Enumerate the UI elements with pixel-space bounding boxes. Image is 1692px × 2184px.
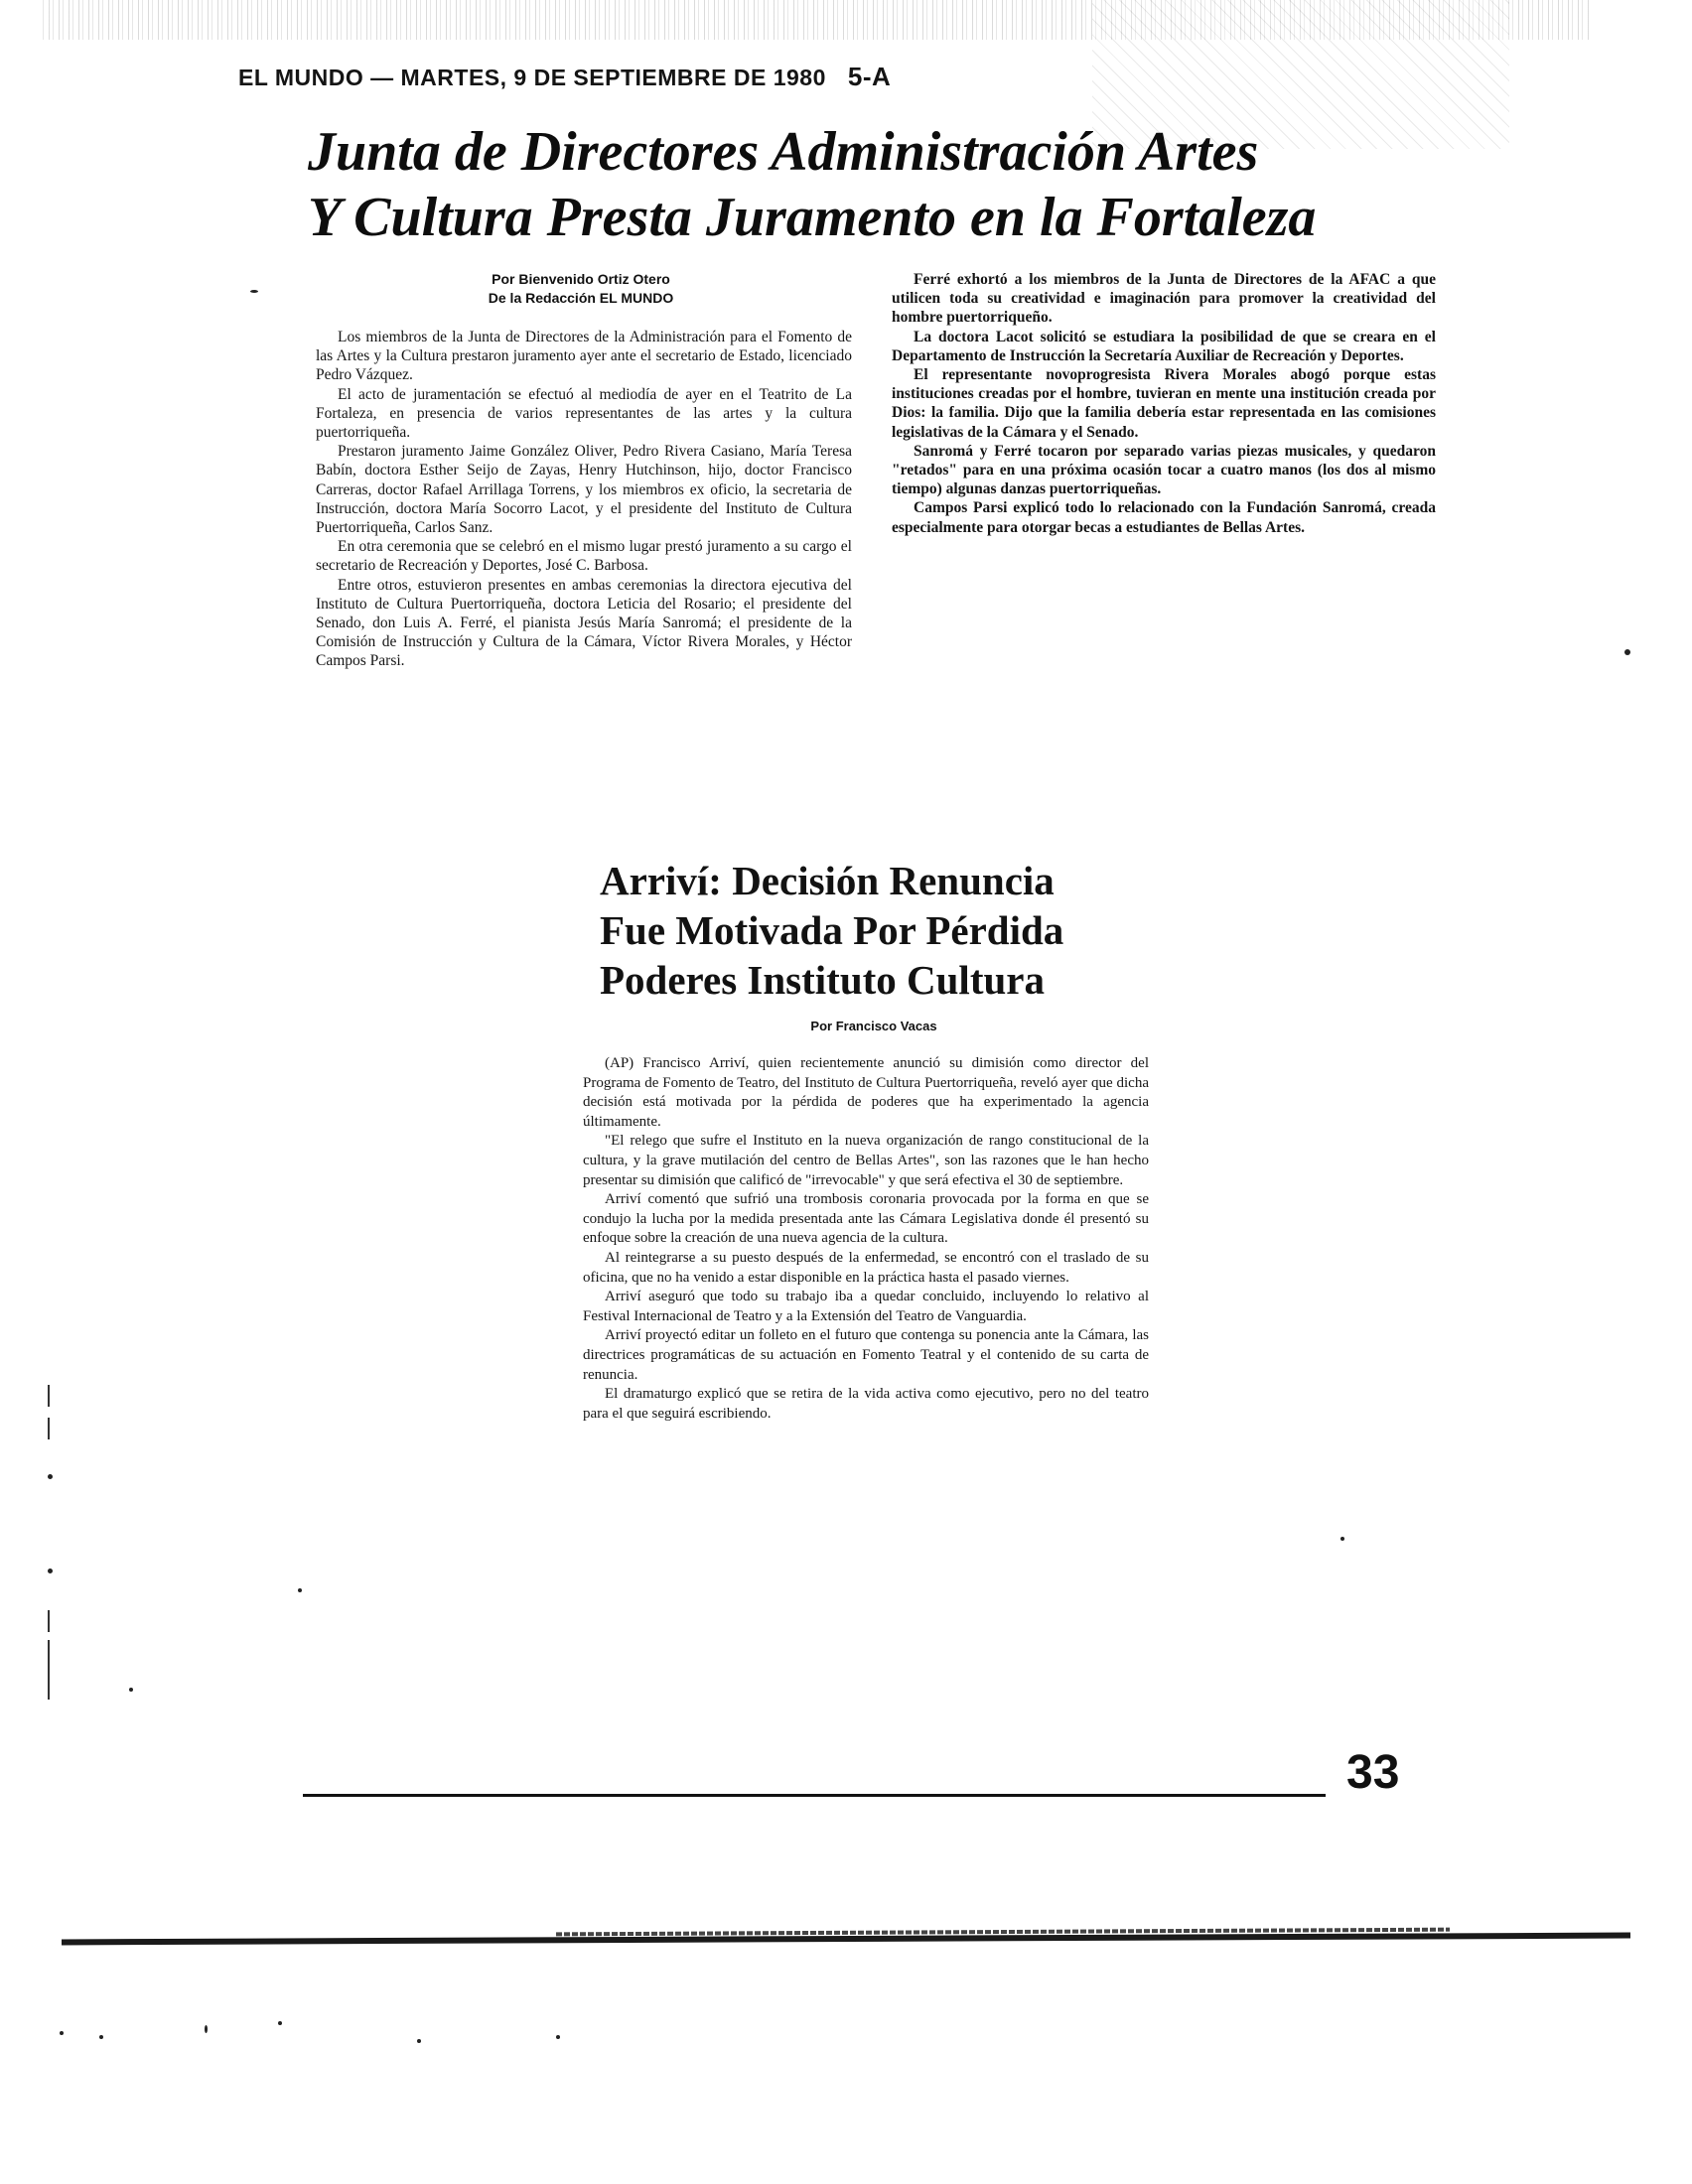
scan-speck: [48, 1474, 53, 1479]
article1-headline: [308, 119, 1420, 250]
article1-paragraph: Los miembros de la Junta de Directores de la Administración para el Fomento de las Artes y la Cultura prestaron juramento ayer ante el secretario de Estado, licenciado Pedro Vázquez.: [316, 329, 852, 384]
article2-paragraph: Arriví aseguró que todo su trabajo iba a quedar concluido, incluyendo lo relativo al Festival Internacional de Teatro y a la Extensión del Teatro de Vanguardia.: [583, 1289, 1149, 1324]
scan-margin-mark: [48, 1640, 50, 1700]
article2-body: [583, 1054, 1149, 1424]
article1-paragraph: Campos Parsi explicó todo lo relacionado con la Fundación Sanromá, creada especialmente para otorgar becas a estudiantes de Bellas Artes.: [892, 499, 1436, 536]
footer-rule: [303, 1794, 1326, 1797]
article2-paragraph: Al reintegrarse a su puesto después de la enfermedad, se encontró con el traslado de su oficina, que no ha venido a estar disponible en la práctica hasta el pasado viernes.: [583, 1249, 1149, 1286]
scan-speck: [60, 2031, 64, 2035]
scan-speck: [99, 2035, 103, 2039]
scan-margin-mark: [48, 1385, 50, 1407]
masthead: [238, 62, 891, 92]
article2-headline-line2: Fue Motivada Por Pérdida: [600, 907, 1064, 953]
page-number: 33: [1346, 1746, 1400, 1799]
scan-speck: [1624, 649, 1630, 655]
article1-headline-line1: Junta de Directores Administración Artes: [308, 121, 1259, 183]
masthead-page-label: 5-A: [847, 62, 892, 91]
scan-speck: [1340, 1537, 1344, 1541]
article1-paragraph: El representante novoprogresista Rivera Morales abogó porque estas instituciones creadas por el hombre, tuvieran en mente una institución creada por Dios: la familia. Dijo que la familia debería estar representada en las comisiones legislativas de la Cámara y el Senado.: [892, 366, 1436, 441]
article1-paragraph: La doctora Lacot solicitó se estudiara la posibilidad de que se creara en el Departamento de Instrucción la Secretaría Auxiliar de Recreación y Deportes.: [892, 328, 1436, 364]
scan-speck: [250, 290, 258, 293]
article1-column-left: [316, 328, 852, 671]
scan-speck: [48, 1569, 53, 1573]
article1-headline-line2: Y Cultura Presta Juramento en la Fortaleza: [308, 187, 1317, 248]
scan-speck: [278, 2021, 282, 2025]
article1-byline-desk: De la Redacción EL MUNDO: [488, 290, 674, 306]
article1-column-right: [892, 270, 1436, 537]
article2-paragraph: (AP) Francisco Arriví, quien recientemente anunció su dimisión como director del Programa de Fomento de Teatro, del Instituto de Cultura Puertorriqueña, reveló ayer que dicha decisión está motivada por la pérdida de poderes que ha experimentado la agencia últimamente.: [583, 1055, 1149, 1130]
article1-paragraph: Sanromá y Ferré tocaron por separado varias piezas musicales, y quedaron "retados" para en una próxima ocasión tocar a cuatro manos (los dos al mismo tiempo) algunas danzas puertorriqueñas.: [892, 442, 1436, 498]
article2-paragraph: Arriví comentó que sufrió una trombosis coronaria provocada por la forma en que se condujo la lucha por la medida presentada ante las Cámara Legislativa donde él presentó su enfoque sobre la creación de una nueva agencia de la cultura.: [583, 1191, 1149, 1247]
article1-paragraph: El acto de juramentación se efectuó al mediodía de ayer en el Teatrito de La Fortaleza, en presencia de varios representantes de las artes y la cultura puertorriqueña.: [316, 385, 852, 442]
article1-byline: [427, 270, 735, 308]
article1-byline-author: Por Bienvenido Ortiz Otero: [492, 271, 670, 287]
article1-paragraph: Entre otros, estuvieron presentes en ambas ceremonias la directora ejecutiva del Instituto de Cultura Puertorriqueña, doctora Leticia del Rosario; el presidente del Senado, don Luis A. Ferré, el pianista Jesús María Sanromá; el presidente de la Comisión de Instrucción y Cultura de la Cámara, Víctor Rivera Morales, y Héctor Campos Parsi.: [316, 576, 852, 670]
scan-margin-mark: [48, 1610, 50, 1632]
article2-headline: [600, 856, 1156, 1005]
article1-paragraph: En otra ceremonia que se celebró en el mismo lugar prestó juramento a su cargo el secretario de Recreación y Deportes, José C. Barbosa.: [316, 538, 852, 575]
article2-paragraph: Arriví proyectó editar un folleto en el futuro que contenga su ponencia ante la Cámara, las directrices programáticas de su actuación en Fomento Teatral y el contenido de su carta de renuncia.: [583, 1327, 1149, 1383]
article1-paragraph: Prestaron juramento Jaime González Oliver, Pedro Rivera Casiano, María Teresa Babín, doctora Esther Seijo de Zayas, Henry Hutchinson, hijo, doctor Francisco Carreras, doctor Rafael Arrillaga Torrens, y los miembros ex oficio, la secretaria de Instrucción, doctora María Socorro Lacot, y el presidente del Instituto de Cultura Puertorriqueña, Carlos Sanz.: [316, 443, 852, 537]
scan-speck: [129, 1688, 133, 1692]
article2-paragraph: El dramaturgo explicó que se retira de la vida activa como ejecutivo, pero no del teatro para el que seguirá escribiendo.: [583, 1386, 1149, 1422]
scan-speck: [417, 2039, 421, 2043]
scan-speck: [298, 1588, 302, 1592]
scan-speck: [205, 2025, 208, 2033]
masthead-text: EL MUNDO — MARTES, 9 DE SEPTIEMBRE DE 1980: [238, 65, 826, 90]
article2-byline: Por Francisco Vacas: [810, 1019, 937, 1033]
scan-margin-mark: [48, 1418, 50, 1439]
article2-headline-line3: Poderes Instituto Cultura: [600, 957, 1045, 1003]
article2-headline-line1: Arriví: Decisión Renuncia: [600, 858, 1055, 903]
article1-paragraph: Ferré exhortó a los miembros de la Junta de Directores de la AFAC a que utilicen toda su creatividad e imaginación para promover la creatividad del hombre puertorriqueño.: [892, 271, 1436, 327]
scan-speck: [556, 2035, 560, 2039]
article2-paragraph: "El relego que sufre el Instituto en la nueva organización de rango constitucional de la cultura, y la grave mutilación del centro de Bellas Artes", son las razones que le han hecho presentar su dimisión que calificó de "irrevocable" y que será efectiva el 30 de septiembre.: [583, 1133, 1149, 1188]
